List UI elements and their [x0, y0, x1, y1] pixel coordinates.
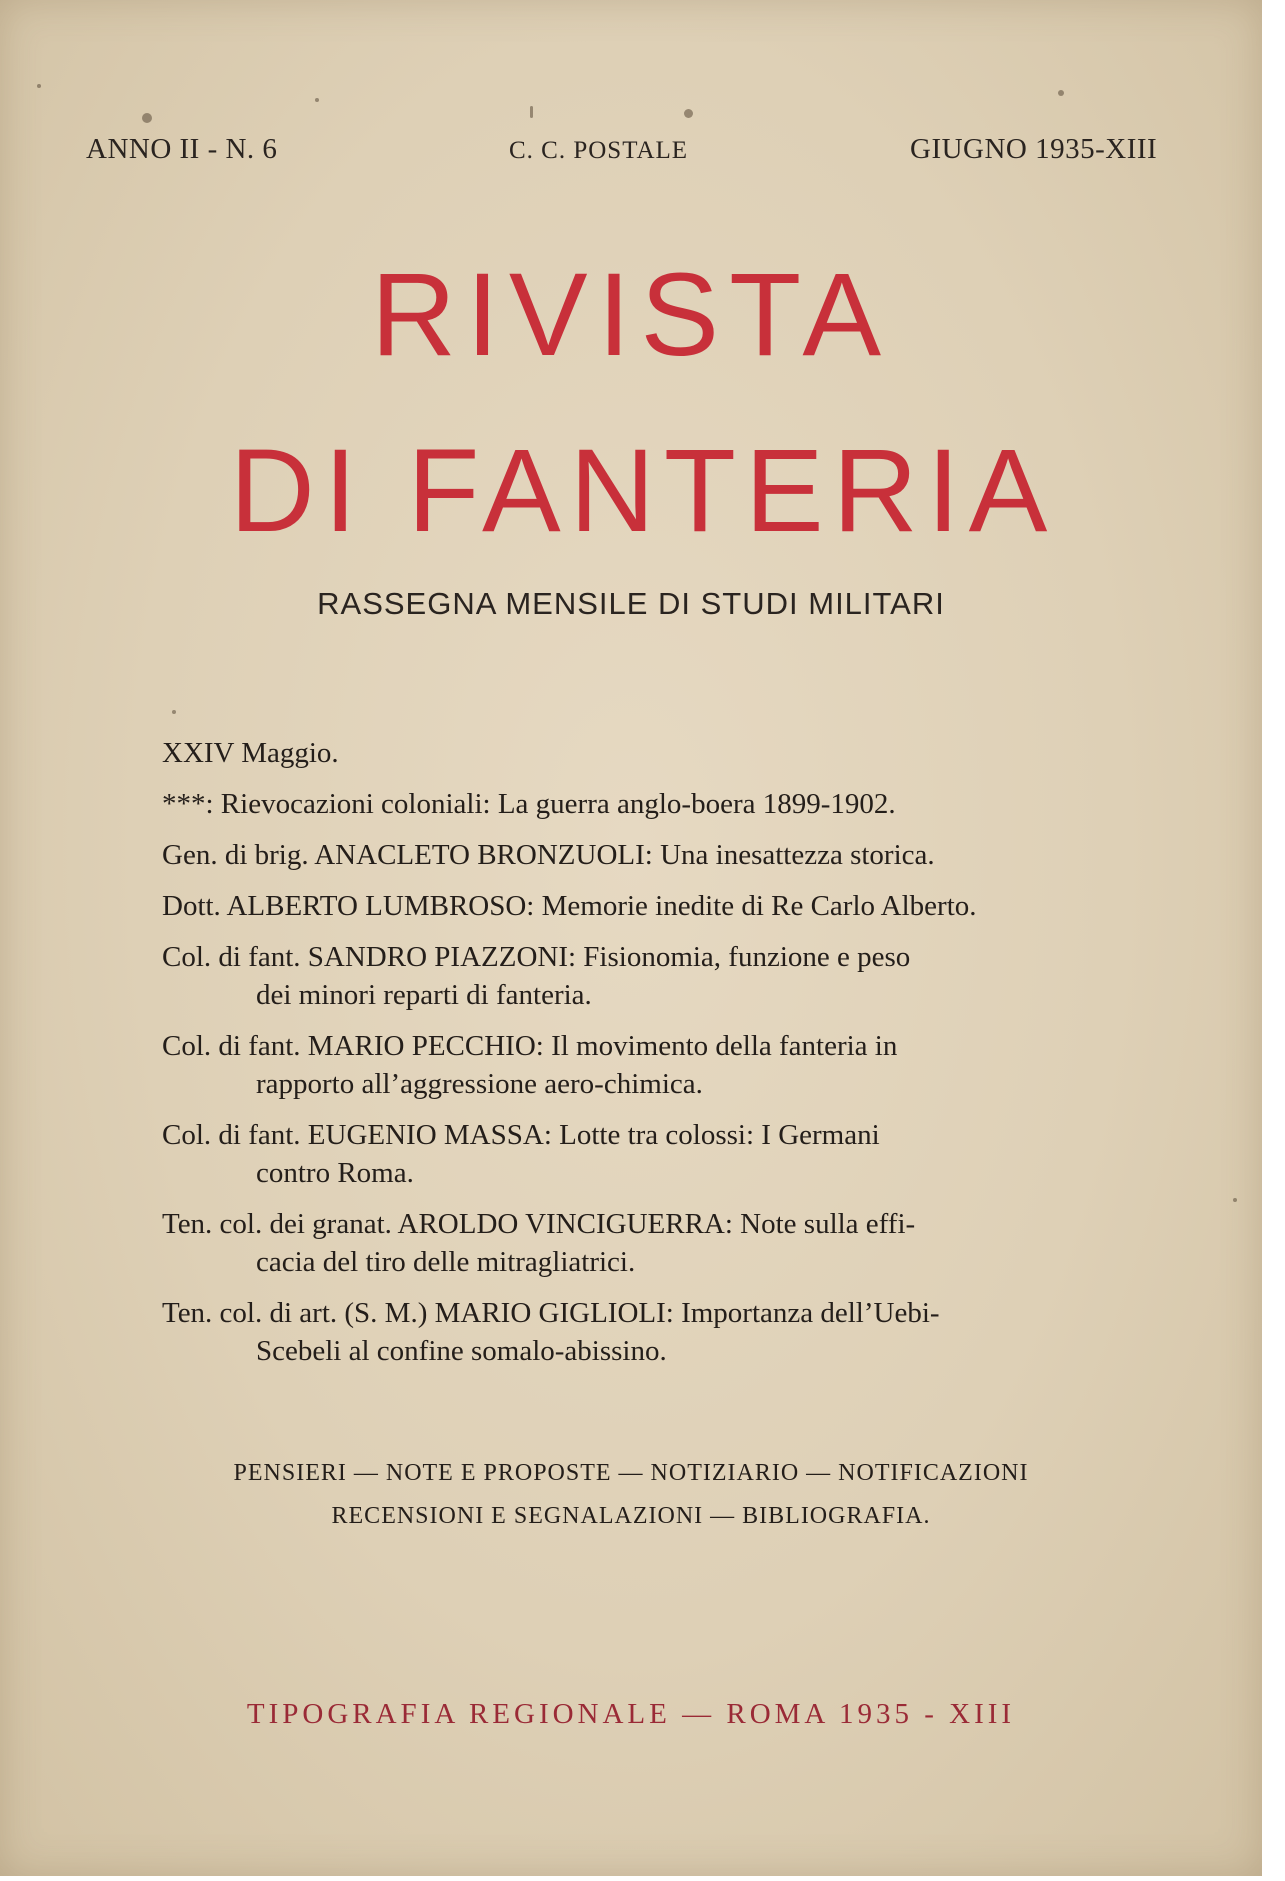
paper-speck [1233, 1198, 1237, 1202]
toc-entry [162, 1116, 1082, 1192]
paper-speck [172, 710, 176, 714]
toc-entry-text: Ten. col. di art. (S. M.) MARIO GIGLIOLI: Importanza dell’Uebi- [162, 1297, 940, 1329]
paper-speck [37, 84, 41, 88]
toc-entry-text: Gen. di brig. ANACLETO BRONZUOLI: Una inesattezza storica. [162, 839, 935, 871]
toc-entry-text: Ten. col. dei granat. AROLDO VINCIGUERRA: Note sulla effi- [162, 1208, 916, 1240]
toc-entry [162, 887, 1082, 925]
toc-entry-continuation: cacia del tiro delle mitragliatrici. [256, 1246, 636, 1278]
toc-entry-text: XXIV Maggio. [162, 737, 339, 769]
magazine-subtitle: RASSEGNA MENSILE DI STUDI MILITARI [317, 586, 945, 621]
toc-entry-continuation: Scebeli al confine somalo-abissino. [256, 1335, 667, 1367]
printer-imprint: TIPOGRAFIA REGIONALE — ROMA 1935 - XIII [246, 1698, 1016, 1730]
paper-speck [684, 109, 693, 118]
paper-speck [142, 113, 152, 123]
toc-entry-text: Col. di fant. MARIO PECCHIO: Il movimento della fanteria in [162, 1030, 898, 1062]
toc-entry [162, 734, 1082, 772]
magazine-title-line2: DI FANTERIA [229, 425, 1057, 557]
sections-list-line2: RECENSIONI E SEGNALAZIONI — BIBLIOGRAFIA. [331, 1503, 931, 1529]
sections-list-line1: PENSIERI — NOTE E PROPOSTE — NOTIZIARIO — NOTIFICAZIONI [233, 1460, 1029, 1486]
scan-margin [1262, 0, 1285, 1881]
toc-entry-continuation: contro Roma. [256, 1157, 414, 1189]
paper-speck [315, 98, 319, 102]
toc-entry-continuation: rapporto all’aggressione aero-chimica. [256, 1068, 703, 1100]
issue-date: GIUGNO 1935-XIII [910, 133, 1158, 165]
magazine-title-line1: RIVISTA [370, 249, 892, 381]
toc-entry [162, 785, 1082, 823]
paper-speck [530, 106, 533, 118]
table-of-contents [162, 734, 1082, 1383]
toc-entry [162, 938, 1082, 1014]
paper-speck [1058, 90, 1064, 96]
toc-entry [162, 836, 1082, 874]
toc-entry-text: Col. di fant. SANDRO PIAZZONI: Fisionomia, funzione e peso [162, 941, 911, 973]
issue-header [0, 133, 1262, 173]
toc-entry [162, 1027, 1082, 1103]
issue-number: ANNO II - N. 6 [86, 133, 278, 165]
toc-entry [162, 1294, 1082, 1370]
toc-entry-text: ***: Rievocazioni coloniali: La guerra anglo-boera 1899-1902. [162, 788, 896, 820]
toc-entry-text: Dott. ALBERTO LUMBROSO: Memorie inedite di Re Carlo Alberto. [162, 890, 977, 922]
toc-entry-text: Col. di fant. EUGENIO MASSA: Lotte tra colossi: I Germani [162, 1119, 880, 1151]
toc-entry [162, 1205, 1082, 1281]
postal-account: C. C. POSTALE [509, 137, 689, 164]
toc-entry-continuation: dei minori reparti di fanteria. [256, 979, 592, 1011]
